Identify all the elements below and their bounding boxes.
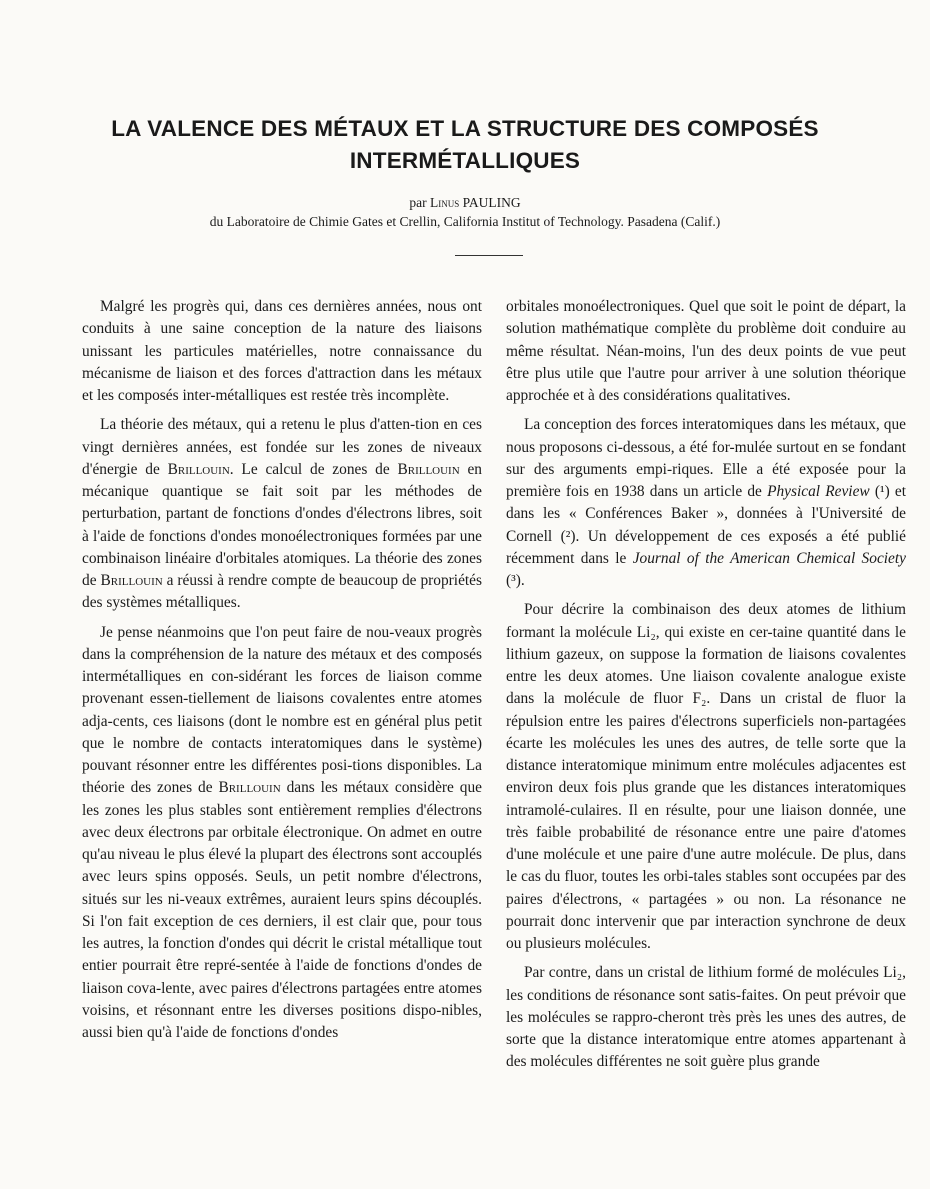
author-byline [0,194,930,212]
right-paragraph-1: orbitales monoélectroniques. Quel que soit le point de départ, la solution mathématique complète du problème doit conduire au même résultat. Néan-moins, l'un des deux points de vue peut être plus utile que l'autre pour arriver à une solution théorique approchée et à des considérations qualitatives. [506,298,906,404]
author-lastname: PAULING [459,195,521,210]
left-paragraph-3: Je pense néanmoins que l'on peut faire de nou-veaux progrès dans la compréhension de la nature des métaux et des composés intermétalliques en con-sidérant les forces de liaison comme provenant essen-tiellement de liaisons covalentes entre atomes adja-cents, ces liaisons (dont le nombre est en général plus petit que le nombre de contacts interatomiques dans le système) pouvant résonner entre les différentes posi-tions disponibles. La théorie des zones de Brillouin dans les métaux considère que les zones les plus stables sont entièrement remplies d'électrons avec deux électrons par orbitale électronique. On admet en outre qu'au niveau le plus élevé la plupart des électrons sont accouplés avec leurs spins opposés. Seuls, un petit nombre d'électrons, situés sur les ni-veaux extrêmes, auraient leurs spins découplés. Si l'on fait exception de ces derniers, il est clair que, pour tous les autres, la fonction d'ondes qui décrit le cristal métallique tout entier pourrait être repré-sentée à l'aide de fonctions d'ondes de liaison cova-lente, avec paires d'électrons partagées entre atomes voisins, et résonnant entre les diverses positions dispo-nibles, aussi bien qu'à l'aide de fonctions d'ondes [82,623,482,1041]
byline-prefix: par [409,195,430,210]
name-brillouin: Brillouin [167,460,230,478]
title-divider [455,255,523,256]
right-paragraph-3: Pour décrire la combinaison des deux atomes de lithium formant la molécule Li₂, qui existe en cer-taine quantité dans le lithium gazeux, on suppose la formation de liaisons covalentes entre les deux atomes. Une liaison covalente analogue existe dans la molécule de fluor F₂. Dans un cristal de fluor la répulsion entre les paires d'électrons superficiels non-partagées écarte les molécules les unes des autres, de telle sorte que la distance interatomique minimum entre molécules adjacentes est environ deux fois plus grande que les distances interatomiques intramolé-culaires. Il en résulte, pour une liaison donnée, une très faible probabilité de résonance entre une paire d'atomes d'une molécule et une paire d'une autre molécule. De plus, dans le cas du fluor, toutes les orbi-tales stables sont occupées par des paires d'électrons, « partagées » ou non. La résonance ne pourrait donc intervenir que par interaction synchrone de deux ou plusieurs molécules. [506,601,906,952]
right-column [506,296,906,1081]
left-paragraph-1: Malgré les progrès qui, dans ces dernières années, nous ont conduits à une saine conception de la nature des liaisons unissant les particules matérielles, notre connaissance du mécanisme de liaison et des forces d'attraction dans les métaux et les composés inter-métalliques est restée très incomplète. [82,298,482,404]
right-paragraph-4: Par contre, dans un cristal de lithium formé de molécules Li₂, les conditions de résonance sont satis-faites. On peut prévoir que les molécules se rappro-cheront très près les unes des autres, de sorte que la distance interatomique entre atomes appartenant à des molécules différentes ne soit guère plus grande [506,964,906,1071]
left-column [82,296,482,1051]
name-brillouin: Brillouin [397,460,460,478]
name-brillouin: Brillouin [218,779,281,797]
right-paragraph-2: La conception des forces interatomiques dans les métaux, que nous proposons ci-dessous, a été for-mulée surtout en se fondant sur des arguments empi-riques. Elle a été exposée pour la première fois en 1938 dans un article de Physical Review (¹) et dans les « Conférences Baker », données à l'Université de Cornell (²). Un développement de ces exposés a été publié récemment dans le Journal of the American Chemical Society (³). [506,416,906,589]
author-affiliation: du Laboratoire de Chimie Gates et Crellin, California Institut of Technology. Pasadena (Calif.) [209,214,721,229]
name-brillouin: Brillouin [100,572,163,589]
journal-physical-review: Physical Review [767,483,870,500]
journal-jacs: Journal of the American Chemical Society [632,549,906,567]
title-line-1: LA VALENCE DES MÉTAUX ET LA STRUCTURE DES COMPOSÉS [111,116,819,141]
title-line-2: INTERMÉTALLIQUES [349,148,581,173]
article-title [60,113,870,177]
author-firstname: Linus [429,195,460,210]
left-paragraph-2: La théorie des métaux, qui a retenu le plus d'atten-tion en ces vingt dernières années, est fondée sur les zones de niveaux d'énergie de Brillouin. Le calcul de zones de Brillouin en mécanique quantique se fait soit par les méthodes de perturbation, partant de fonctions d'ondes d'électrons libres, soit à l'aide de fonctions d'ondes monoélectroniques formées par une combinaison linéaire d'orbitales atomiques. La théorie des zones de Brillouin a réussi à rendre compte de beaucoup de propriétés des systèmes métalliques. [82,416,482,612]
